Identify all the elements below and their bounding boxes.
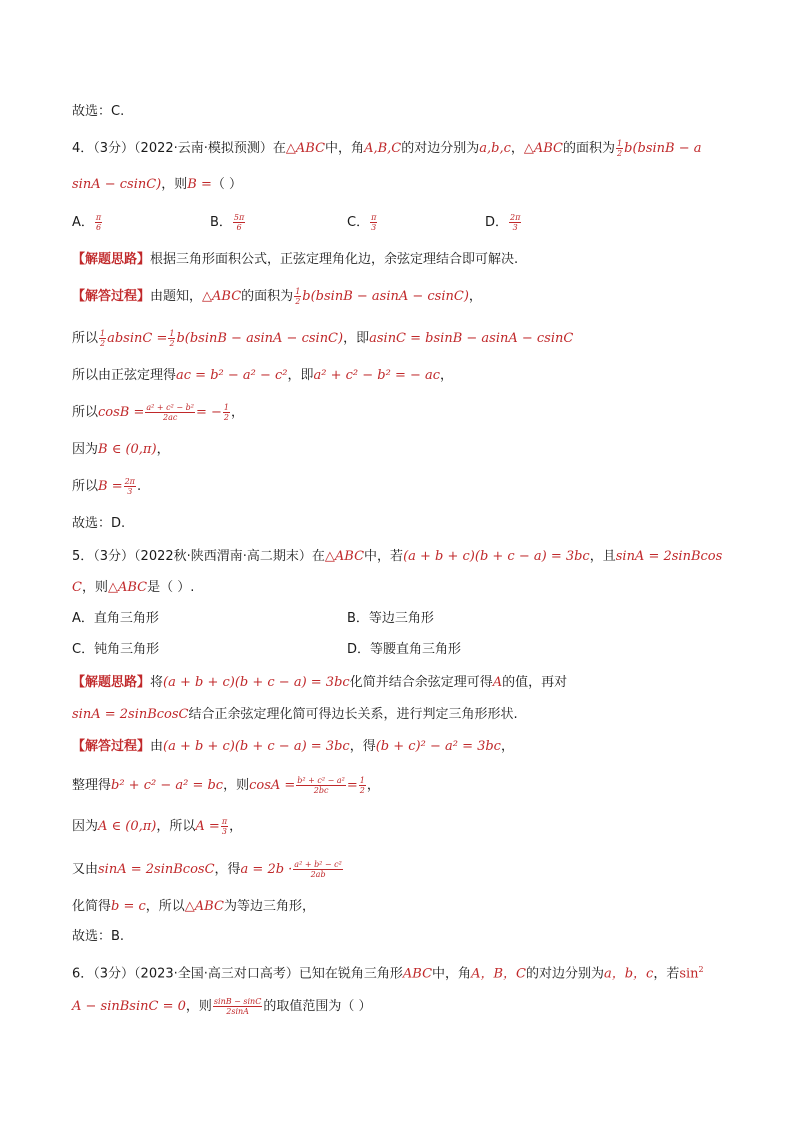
q4-stem-line2: sinA − csinC)，则B =（ ） <box>72 177 242 192</box>
q4-process-5: 因为B ∈ (0,π)， <box>72 442 170 457</box>
q5-process-4: 又由sinA = 2sinBcosC，得a = 2b · $\frac{\text{a² + b² − c²}}{2ab}$ <box>72 860 342 879</box>
q4-process-6: 所以B = $\frac{2\pi}{3}$ . <box>72 477 142 496</box>
q6-stem-line1: 6．（3分）（2023·全国·高三对口高考）已知在锐角三角形ABC中，角A，B，C的对边分别为a，b，c，若$\sin^2$ <box>72 965 704 982</box>
q5-answer: 故选：B. <box>72 929 125 944</box>
q4-option-a[interactable]: A． $\frac{\pi}{6}$ <box>72 213 102 232</box>
q4-option-c[interactable]: C． $\frac{\pi}{3}$ <box>347 213 377 232</box>
q5-option-d[interactable]: D．等腰直角三角形 <box>347 642 462 657</box>
q5-idea-2: sinA = 2sinBcosC结合正余弦定理化简可得边长关系，进行判定三角形形状. <box>72 707 518 722</box>
q5-process-3: 因为A ∈ (0,π)，所以A = $\frac{\pi}{3}$ ， <box>72 817 243 836</box>
q4-option-b[interactable]: B． $\frac{5\pi}{6}$ <box>210 213 245 232</box>
q4-process-1: 【解答过程】由题知，△ABC的面积为 $\frac{1}{2}$ b(bsinB − asinA − csinC)， <box>72 287 482 306</box>
frac-half: $\frac{1}{2}$ <box>617 139 623 158</box>
q5-option-c[interactable]: C．钝角三角形 <box>72 642 160 657</box>
q5-process-1: 【解答过程】由(a + b + c)(b + c − a) = 3bc，得(b + c)² − a² = 3bc， <box>72 739 514 754</box>
q4-answer: 故选：D. <box>72 516 126 531</box>
q4-stem-line1: 4．（3分）（2022·云南·模拟预测）在△ABC中，角A,B,C的对边分别为a,b,c，△ABC的面积为 $\frac{1}{2}$ b(bsinB − a <box>72 139 702 158</box>
q4-process-3: 所以由正弦定理得ac = b² − a² − c²，即a² + c² − b² = − ac， <box>72 368 454 383</box>
q5-stem-line1: 5．（3分）（2022秋·陕西渭南·高二期末）在△ABC中，若(a + b + c)(b + c − a) = 3bc，且sinA = 2sinBcos <box>72 549 723 564</box>
q6-stem-line2: A − sinBsinC = 0，则 $\frac{\sin B - \sin C}{2\sin A}$ 的取值范围为（ ） <box>72 997 372 1016</box>
q5-option-a[interactable]: A．直角三角形 <box>72 611 159 626</box>
q5-process-2: 整理得b² + c² − a² = bc，则cosA = $\frac{\text{b² + c² − a²}}{2bc}$ = $\frac{1}{2}$ ， <box>72 776 380 795</box>
q4-idea: 【解题思路】根据三角形面积公式，正弦定理角化边，余弦定理结合即可解决. <box>72 252 519 267</box>
q4-option-d[interactable]: D． $\frac{2\pi}{3}$ <box>485 213 521 232</box>
q5-option-b[interactable]: B．等边三角形 <box>347 611 434 626</box>
q5-process-5: 化简得b = c，所以△ABC为等边三角形， <box>72 899 315 914</box>
q3-answer: 故选：C. <box>72 104 125 119</box>
q4-process-2: 所以 $\frac{1}{2}$ absinC = $\frac{1}{2}$ b(bsinB − asinA − csinC)，即asinC = bsinB − asinA − csinC <box>72 329 574 348</box>
q4-process-4: 所以cosB = $\frac{\text{a² + c² − b²}}{2ac}$ = − $\frac{1}{2}$ ， <box>72 403 244 422</box>
q5-stem-line2: C，则△ABC是（ ）. <box>72 580 195 595</box>
q5-idea-1: 【解题思路】将(a + b + c)(b + c − a) = 3bc化简并结合余弦定理可得A的值，再对 <box>72 675 568 690</box>
